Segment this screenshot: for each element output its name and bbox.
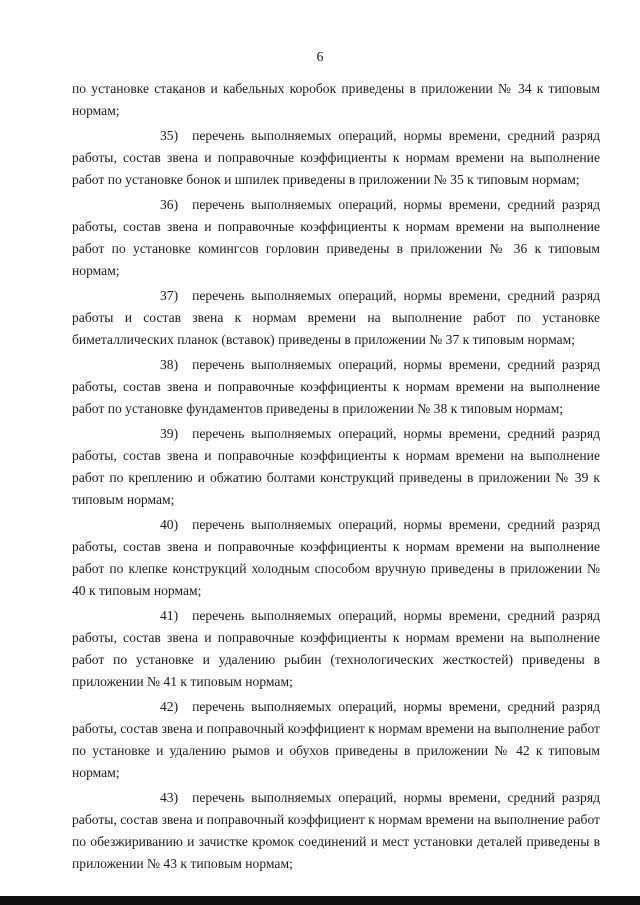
item-number: 38): [160, 357, 179, 372]
item-number: 40): [160, 517, 179, 532]
item-number: 42): [160, 699, 179, 714]
list-item-35: [72, 125, 600, 191]
list-item-39: [72, 423, 600, 511]
item-text: перечень выполняемых операций, нормы времени, средний разряд работы, состав звена и поправочный коэффициент к нормам времени на выполнение работ по установке и удалению рымов и обухов приведены в приложении № 42 к типовым нормам;: [72, 699, 600, 780]
list-item-40: [72, 514, 600, 602]
item-number: 36): [160, 197, 179, 212]
item-text: перечень выполняемых операций, нормы времени, средний разряд работы, состав звена и поправочные коэффициенты к нормам времени на выполнение работ по установке и удалению рыбин (технологических жесткостей) приведены в приложении № 41 к типовым нормам;: [72, 608, 600, 689]
document-body: [72, 78, 600, 878]
item-text: перечень выполняемых операций, нормы времени, средний разряд работы, состав звена и поправочный коэффициент к нормам времени на выполнение работ по обезжириванию и зачистке кромок соединений и мест установки деталей приведены в приложении № 43 к типовым нормам;: [72, 790, 600, 871]
list-item-36: [72, 194, 600, 282]
page-number: 6: [316, 50, 324, 65]
item-number: 39): [160, 426, 179, 441]
item-number: 37): [160, 288, 179, 303]
item-text: перечень выполняемых операций, нормы времени, средний разряд работы, состав звена и поправочные коэффициенты к нормам времени на выполнение работ по установке комингсов горловин приведены в приложении № 36 к типовым нормам;: [72, 197, 600, 278]
item-text: перечень выполняемых операций, нормы времени, средний разряд работы, состав звена и поправочные коэффициенты к нормам времени на выполнение работ по установке фундаментов приведены в приложении № 38 к типовым нормам;: [72, 357, 600, 416]
intro-paragraph: по установке стаканов и кабельных коробок приведены в приложении № 34 к типовым нормам;: [72, 81, 600, 118]
list-item-41: [72, 605, 600, 693]
item-text: перечень выполняемых операций, нормы времени, средний разряд работы, состав звена и поправочные коэффициенты к нормам времени на выполнение работ по креплению и обжатию болтами конструкций приведены в приложении № 39 к типовым нормам;: [72, 426, 600, 507]
list-item-43: [72, 787, 600, 875]
list-item-42: [72, 696, 600, 784]
item-number: 35): [160, 128, 179, 143]
scan-bottom-border: [0, 896, 640, 905]
list-item-37: [72, 285, 600, 351]
item-text: перечень выполняемых операций, нормы времени, средний разряд работы, состав звена и поправочные коэффициенты к нормам времени на выполнение работ по клепке конструкций холодным способом вручную приведены в приложении № 40 к типовым нормам;: [72, 517, 600, 598]
item-number: 43): [160, 790, 179, 805]
item-number: 41): [160, 608, 179, 623]
item-text: перечень выполняемых операций, нормы времени, средний разряд работы и состав звена к нормам времени на выполнение работ по установке биметаллических планок (вставок) приведены в приложении № 37 к типовым нормам;: [72, 288, 600, 347]
item-text: перечень выполняемых операций, нормы времени, средний разряд работы, состав звена и поправочные коэффициенты к нормам времени на выполнение работ по установке бонок и шпилек приведены в приложении № 35 к типовым нормам;: [72, 128, 600, 187]
list-item-38: [72, 354, 600, 420]
